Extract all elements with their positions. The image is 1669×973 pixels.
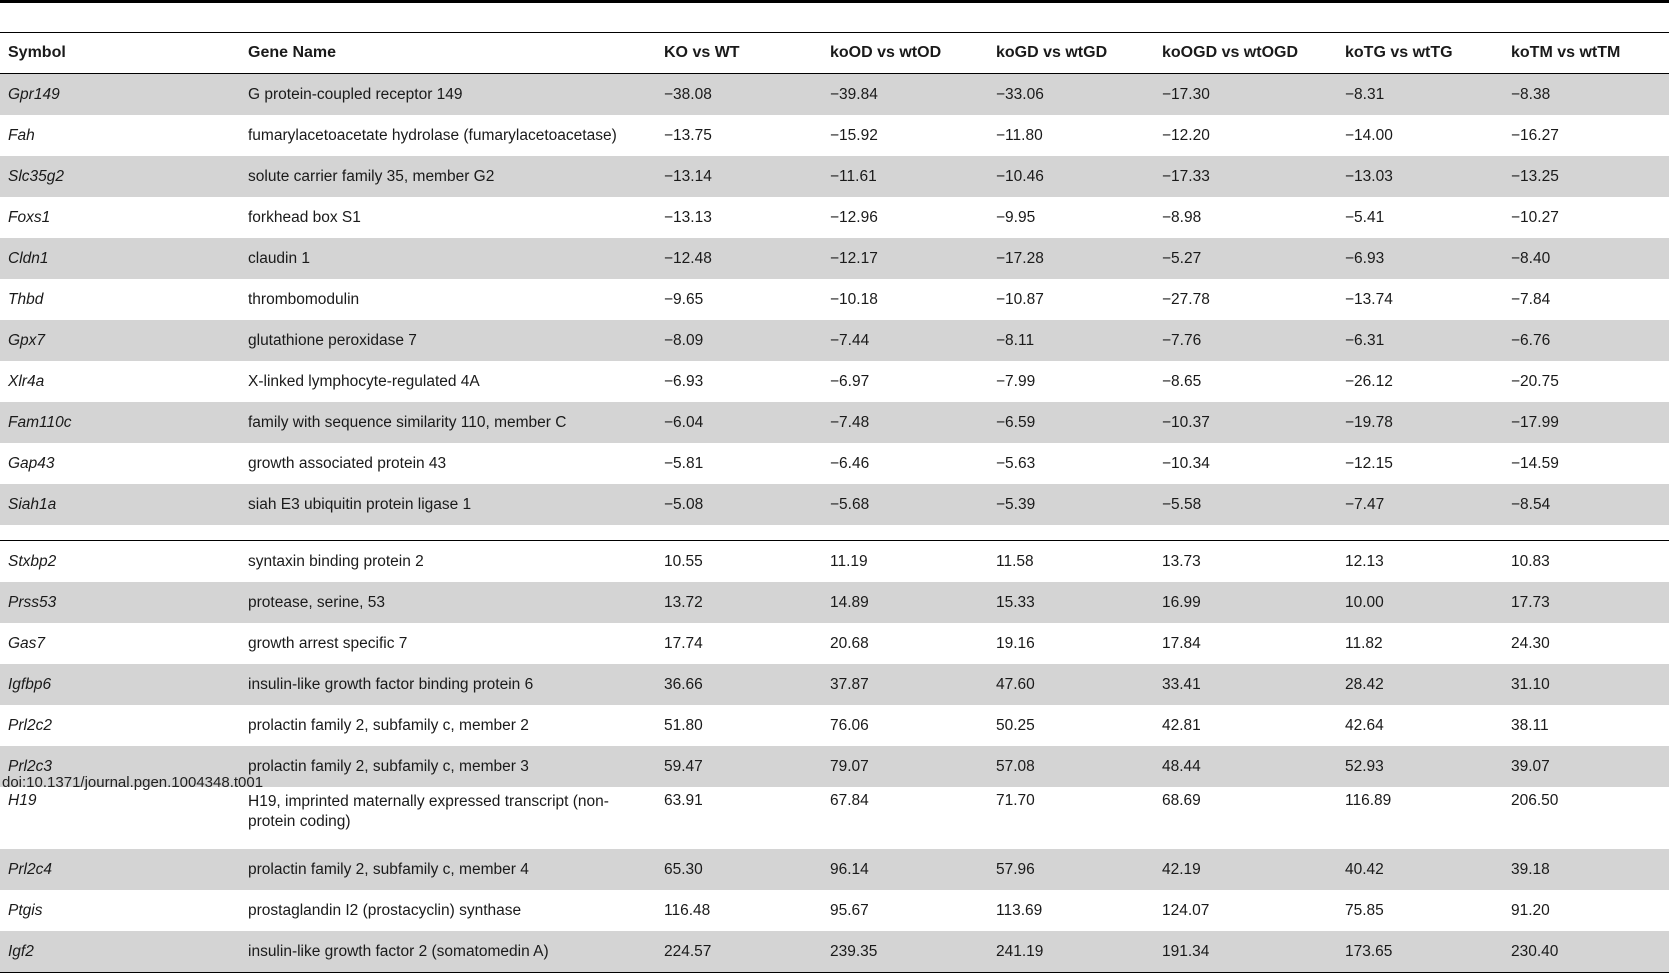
cell-symbol: Siah1a — [0, 484, 240, 525]
cell-kotg-vs-wttg: 52.93 — [1337, 746, 1503, 787]
cell-kogd-vs-wtgd: 19.16 — [996, 634, 1035, 652]
cell-kood-vs-wtod: −5.68 — [822, 484, 988, 525]
cell-kotm-vs-wttm: 10.83 — [1503, 541, 1669, 583]
cell-kogd-vs-wtgd: 57.08 — [988, 746, 1154, 787]
cell-ko-vs-wt: 224.57 — [656, 931, 822, 973]
cell-kood-vs-wtod: 76.06 — [830, 716, 869, 734]
cell-koogd-vs-wtogd: −8.98 — [1162, 208, 1202, 226]
header-ko-vs-wt: KO vs WT — [656, 33, 822, 74]
cell-gene-name: growth arrest specific 7 — [248, 634, 408, 652]
cell-kotg-vs-wttg: 11.82 — [1345, 634, 1383, 652]
cell-kotg-vs-wttg: 42.64 — [1345, 716, 1384, 734]
cell-kotg-vs-wttg: 173.65 — [1337, 931, 1503, 973]
cell-kogd-vs-wtgd: −7.99 — [996, 372, 1036, 390]
cell-kotm-vs-wttm: 39.07 — [1503, 746, 1669, 787]
cell-kogd-vs-wtgd: −10.46 — [988, 156, 1154, 197]
cell-kotg-vs-wttg: −19.78 — [1337, 402, 1503, 443]
cell-kotg-vs-wttg: −13.03 — [1337, 156, 1503, 197]
cell-kood-vs-wtod: 79.07 — [822, 746, 988, 787]
cell-ko-vs-wt: −12.48 — [656, 238, 822, 279]
cell-symbol: H19 — [8, 792, 37, 809]
cell-gene-name: H19, imprinted maternally expressed transcript (non-protein coding) — [248, 793, 609, 830]
cell-kotm-vs-wttm: −16.27 — [1511, 126, 1559, 144]
cell-ko-vs-wt: −5.81 — [664, 454, 704, 472]
cell-koogd-vs-wtogd: 33.41 — [1154, 664, 1337, 705]
cell-kotm-vs-wttm: 230.40 — [1503, 931, 1669, 973]
table-row — [0, 361, 1669, 402]
cell-kood-vs-wtod: 20.68 — [830, 634, 869, 652]
cell-koogd-vs-wtogd: 124.07 — [1162, 901, 1210, 919]
cell-kotm-vs-wttm: 31.10 — [1503, 664, 1669, 705]
cell-kood-vs-wtod: −39.84 — [822, 74, 988, 116]
cell-kotg-vs-wttg: −13.74 — [1345, 290, 1393, 308]
cell-koogd-vs-wtogd: 42.19 — [1154, 849, 1337, 890]
cell-ko-vs-wt: 59.47 — [656, 746, 822, 787]
cell-kotm-vs-wttm: −13.25 — [1503, 156, 1669, 197]
cell-ko-vs-wt: 65.30 — [656, 849, 822, 890]
cell-kotg-vs-wttg: −8.31 — [1337, 74, 1503, 116]
table-row — [0, 74, 1669, 116]
cell-gene-name: forkhead box S1 — [248, 208, 361, 226]
cell-gene-name: glutathione peroxidase 7 — [240, 320, 656, 361]
cell-koogd-vs-wtogd: 17.84 — [1162, 634, 1201, 652]
cell-gene-name: solute carrier family 35, member G2 — [240, 156, 656, 197]
cell-gene-name: siah E3 ubiquitin protein ligase 1 — [240, 484, 656, 525]
cell-koogd-vs-wtogd: 16.99 — [1154, 582, 1337, 623]
header-koogd-vs-wtogd: koOGD vs wtOGD — [1154, 33, 1337, 74]
cell-ko-vs-wt: 116.48 — [664, 901, 711, 919]
cell-gene-name: fumarylacetoacetate hydrolase (fumarylacetoacetase) — [248, 126, 617, 144]
header-row — [0, 33, 1669, 74]
cell-kood-vs-wtod: −7.48 — [822, 402, 988, 443]
gene-expression-table — [0, 32, 1669, 973]
cell-koogd-vs-wtogd: 42.81 — [1162, 716, 1201, 734]
table-caption-area — [0, 3, 1669, 32]
cell-gene-name: prolactin family 2, subfamily c, member 4 — [240, 849, 656, 890]
cell-kotg-vs-wttg: −12.15 — [1345, 454, 1393, 472]
cell-kotm-vs-wttm: −14.59 — [1511, 454, 1559, 472]
cell-kogd-vs-wtgd: 113.69 — [996, 901, 1043, 919]
cell-kogd-vs-wtgd: −33.06 — [988, 74, 1154, 116]
cell-ko-vs-wt: −6.93 — [664, 372, 704, 390]
table-row — [0, 582, 1669, 623]
table-row — [0, 705, 1669, 746]
cell-koogd-vs-wtogd: −12.20 — [1162, 126, 1210, 144]
cell-kood-vs-wtod: 11.19 — [822, 541, 988, 583]
cell-kogd-vs-wtgd: 15.33 — [988, 582, 1154, 623]
cell-symbol: Cldn1 — [0, 238, 240, 279]
cell-ko-vs-wt: 51.80 — [664, 716, 703, 734]
cell-kood-vs-wtod: 37.87 — [822, 664, 988, 705]
cell-kotm-vs-wttm: −6.76 — [1503, 320, 1669, 361]
cell-kogd-vs-wtgd: −5.39 — [988, 484, 1154, 525]
cell-ko-vs-wt: 63.91 — [664, 792, 703, 809]
table-row — [0, 787, 1669, 849]
cell-kotm-vs-wttm: 38.11 — [1511, 716, 1549, 734]
cell-kogd-vs-wtgd: −9.95 — [996, 208, 1036, 226]
cell-koogd-vs-wtogd: −27.78 — [1162, 290, 1210, 308]
cell-koogd-vs-wtogd: −5.27 — [1154, 238, 1337, 279]
cell-kotm-vs-wttm: −10.27 — [1511, 208, 1559, 226]
cell-kogd-vs-wtgd: 50.25 — [996, 716, 1035, 734]
cell-symbol: Stxbp2 — [0, 541, 240, 583]
cell-koogd-vs-wtogd: −7.76 — [1154, 320, 1337, 361]
cell-kood-vs-wtod: −7.44 — [822, 320, 988, 361]
cell-ko-vs-wt: 13.72 — [656, 582, 822, 623]
cell-symbol: Prl2c4 — [0, 849, 240, 890]
cell-kotg-vs-wttg: −5.41 — [1345, 208, 1385, 226]
cell-ko-vs-wt: −13.14 — [656, 156, 822, 197]
cell-kotg-vs-wttg: 12.13 — [1337, 541, 1503, 583]
cell-kood-vs-wtod: 67.84 — [830, 792, 869, 809]
cell-ko-vs-wt: −38.08 — [656, 74, 822, 116]
cell-kotm-vs-wttm: −8.38 — [1503, 74, 1669, 116]
cell-koogd-vs-wtogd: −5.58 — [1154, 484, 1337, 525]
cell-kogd-vs-wtgd: −11.80 — [996, 126, 1043, 144]
table-row — [0, 484, 1669, 525]
cell-kogd-vs-wtgd: −17.28 — [988, 238, 1154, 279]
cell-symbol: Slc35g2 — [0, 156, 240, 197]
cell-ko-vs-wt: −6.04 — [656, 402, 822, 443]
cell-gene-name: growth associated protein 43 — [248, 454, 447, 472]
cell-gene-name: insulin-like growth factor 2 (somatomedin A) — [240, 931, 656, 973]
cell-symbol: Gas7 — [8, 634, 46, 652]
cell-gene-name: G protein-coupled receptor 149 — [240, 74, 656, 116]
cell-ko-vs-wt: 17.74 — [664, 634, 703, 652]
header-kotg-vs-wttg: koTG vs wtTG — [1337, 33, 1503, 74]
cell-gene-name: family with sequence similarity 110, member C — [240, 402, 656, 443]
cell-ko-vs-wt: 36.66 — [656, 664, 822, 705]
table-body — [0, 74, 1669, 973]
header-kogd-vs-wtgd: koGD vs wtGD — [988, 33, 1154, 74]
cell-ko-vs-wt: −8.09 — [656, 320, 822, 361]
cell-kotg-vs-wttg: −14.00 — [1345, 126, 1393, 144]
cell-koogd-vs-wtogd: 191.34 — [1154, 931, 1337, 973]
table-row — [0, 849, 1669, 890]
cell-symbol: Gpr149 — [0, 74, 240, 116]
cell-gene-name: syntaxin binding protein 2 — [240, 541, 656, 583]
cell-kogd-vs-wtgd: −8.11 — [988, 320, 1154, 361]
cell-gene-name: prolactin family 2, subfamily c, member 2 — [248, 716, 529, 734]
cell-kotm-vs-wttm: −17.99 — [1503, 402, 1669, 443]
cell-kotm-vs-wttm: 39.18 — [1503, 849, 1669, 890]
header-gene-name: Gene Name — [240, 33, 656, 74]
cell-kotm-vs-wttm: −20.75 — [1511, 372, 1559, 390]
table-row — [0, 664, 1669, 705]
cell-kotm-vs-wttm: 24.30 — [1511, 634, 1550, 652]
cell-kood-vs-wtod: 95.67 — [830, 901, 869, 919]
table-row — [0, 931, 1669, 973]
cell-kood-vs-wtod: −12.17 — [822, 238, 988, 279]
cell-symbol: Xlr4a — [8, 372, 45, 390]
table-row — [0, 443, 1669, 484]
cell-koogd-vs-wtogd: −10.34 — [1162, 454, 1210, 472]
cell-symbol: Igfbp6 — [0, 664, 240, 705]
cell-koogd-vs-wtogd: 13.73 — [1154, 541, 1337, 583]
cell-symbol: Ptgis — [8, 901, 43, 919]
table-row — [0, 238, 1669, 279]
cell-kogd-vs-wtgd: 57.96 — [988, 849, 1154, 890]
cell-kotg-vs-wttg: 40.42 — [1337, 849, 1503, 890]
cell-kotg-vs-wttg: 116.89 — [1345, 792, 1392, 809]
table-row — [0, 320, 1669, 361]
cell-kood-vs-wtod: −10.18 — [830, 290, 878, 308]
cell-kotg-vs-wttg: −26.12 — [1345, 372, 1393, 390]
cell-kotm-vs-wttm: 91.20 — [1511, 901, 1550, 919]
cell-kood-vs-wtod: −12.96 — [830, 208, 878, 226]
cell-kotg-vs-wttg: −7.47 — [1337, 484, 1503, 525]
cell-koogd-vs-wtogd: −8.65 — [1162, 372, 1202, 390]
table-row — [0, 197, 1669, 238]
header-kotm-vs-wttm: koTM vs wtTM — [1503, 33, 1669, 74]
group-spacer-cell — [0, 525, 1669, 541]
cell-gene-name: X-linked lymphocyte-regulated 4A — [248, 372, 480, 390]
cell-koogd-vs-wtogd: 48.44 — [1154, 746, 1337, 787]
cell-koogd-vs-wtogd: −17.33 — [1154, 156, 1337, 197]
cell-kotm-vs-wttm: −8.54 — [1503, 484, 1669, 525]
cell-gene-name: prolactin family 2, subfamily c, member 3 — [240, 746, 656, 787]
cell-kood-vs-wtod: 14.89 — [822, 582, 988, 623]
cell-kogd-vs-wtgd: −6.59 — [988, 402, 1154, 443]
cell-gene-name: claudin 1 — [240, 238, 656, 279]
cell-kood-vs-wtod: 96.14 — [822, 849, 988, 890]
cell-kotg-vs-wttg: 10.00 — [1337, 582, 1503, 623]
cell-ko-vs-wt: −13.75 — [664, 126, 712, 144]
cell-ko-vs-wt: −13.13 — [664, 208, 712, 226]
cell-gene-name: protease, serine, 53 — [240, 582, 656, 623]
cell-kogd-vs-wtgd: −10.87 — [996, 290, 1044, 308]
cell-symbol: Gap43 — [8, 454, 55, 472]
cell-kogd-vs-wtgd: 47.60 — [988, 664, 1154, 705]
cell-koogd-vs-wtogd: −17.30 — [1154, 74, 1337, 116]
header-kood-vs-wtod: koOD vs wtOD — [822, 33, 988, 74]
cell-kogd-vs-wtgd: 11.58 — [988, 541, 1154, 583]
cell-symbol: Foxs1 — [8, 208, 51, 226]
cell-kotm-vs-wttm: −7.84 — [1511, 290, 1551, 308]
cell-kogd-vs-wtgd: −5.63 — [996, 454, 1036, 472]
cell-kood-vs-wtod: −11.61 — [822, 156, 988, 197]
cell-kood-vs-wtod: 239.35 — [822, 931, 988, 973]
cell-gene-name: prostaglandin I2 (prostacyclin) synthase — [248, 901, 522, 919]
cell-koogd-vs-wtogd: −10.37 — [1154, 402, 1337, 443]
cell-gene-name: thrombomodulin — [248, 290, 360, 308]
cell-symbol: Thbd — [8, 290, 44, 308]
cell-symbol: Fam110c — [0, 402, 240, 443]
table-row — [0, 115, 1669, 156]
cell-kotm-vs-wttm: 206.50 — [1511, 792, 1559, 809]
group-spacer — [0, 525, 1669, 541]
table-row — [0, 541, 1669, 583]
cell-kotg-vs-wttg: −6.93 — [1337, 238, 1503, 279]
cell-ko-vs-wt: −9.65 — [664, 290, 704, 308]
header-symbol: Symbol — [0, 33, 240, 74]
cell-kood-vs-wtod: −15.92 — [830, 126, 878, 144]
cell-kotg-vs-wttg: 75.85 — [1345, 901, 1384, 919]
cell-symbol: Prl2c2 — [8, 716, 52, 734]
table-row — [0, 890, 1669, 931]
cell-ko-vs-wt: 10.55 — [656, 541, 822, 583]
cell-symbol: Prss53 — [0, 582, 240, 623]
cell-kood-vs-wtod: −6.46 — [830, 454, 870, 472]
cell-kotg-vs-wttg: −6.31 — [1337, 320, 1503, 361]
cell-gene-name: insulin-like growth factor binding protein 6 — [240, 664, 656, 705]
cell-kogd-vs-wtgd: 71.70 — [996, 792, 1035, 809]
cell-symbol: Fah — [8, 126, 35, 144]
cell-symbol: Prl2c3 — [0, 746, 240, 787]
cell-kogd-vs-wtgd: 241.19 — [988, 931, 1154, 973]
table-row — [0, 279, 1669, 320]
table-row — [0, 623, 1669, 664]
table-row — [0, 156, 1669, 197]
cell-koogd-vs-wtogd: 68.69 — [1162, 792, 1201, 809]
table-row — [0, 402, 1669, 443]
cell-ko-vs-wt: −5.08 — [656, 484, 822, 525]
doi-label: doi:10.1371/journal.pgen.1004348.t001 — [2, 774, 264, 791]
cell-kotm-vs-wttm: 17.73 — [1503, 582, 1669, 623]
cell-kotg-vs-wttg: 28.42 — [1337, 664, 1503, 705]
cell-kood-vs-wtod: −6.97 — [830, 372, 870, 390]
cell-symbol: Igf2 — [0, 931, 240, 973]
cell-kotm-vs-wttm: −8.40 — [1503, 238, 1669, 279]
cell-symbol: Gpx7 — [0, 320, 240, 361]
